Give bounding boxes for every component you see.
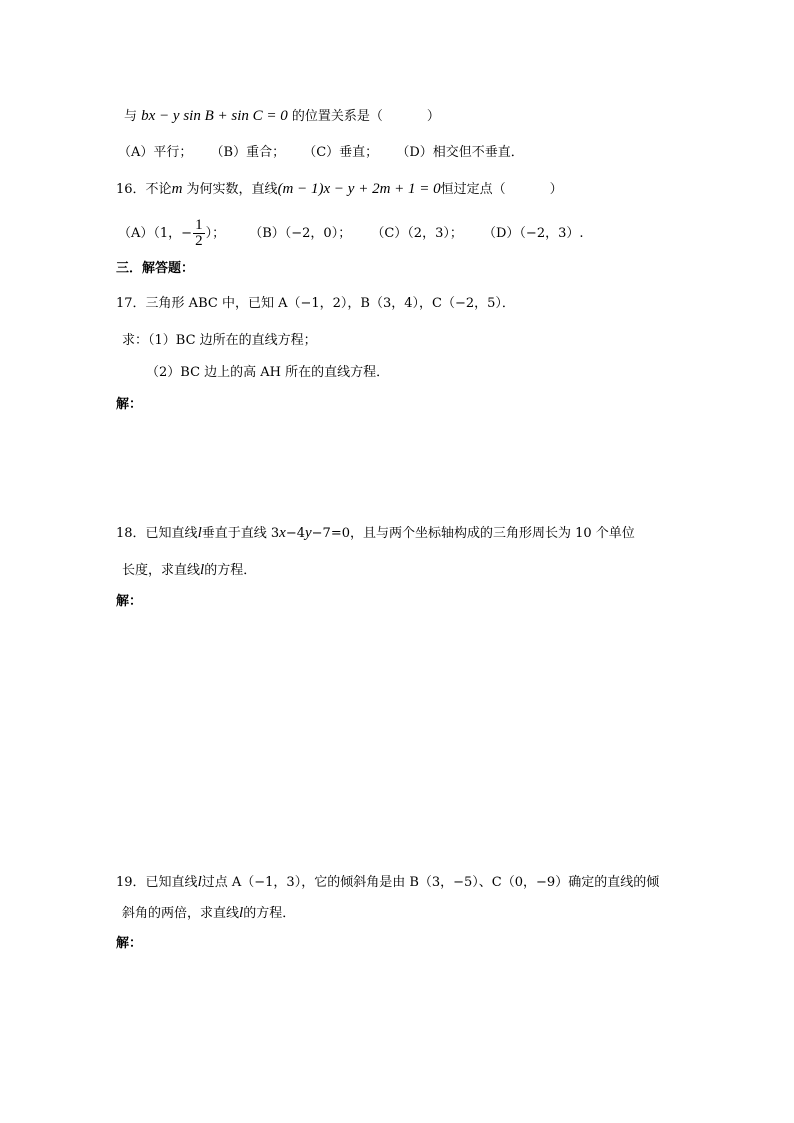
q17-answer-label: 解： <box>116 397 143 412</box>
q17-ask-1: 求：（1）BC 边所在的直线方程； <box>122 333 317 348</box>
q16-close: ） <box>549 182 563 197</box>
q19-text-a: 已知直线 <box>145 875 198 890</box>
q19-text-b: 过点 A（−1，3），它的倾斜角是由 B（3，−5）、C（0，−9）确定的直线的倾 <box>201 875 660 890</box>
q16-text-c: 恒过定点（ <box>440 182 506 197</box>
q18-text-d: −7=0，且与两个坐标轴构成的三角形周长为 10 个单位 <box>311 526 635 541</box>
q16-fraction-num: 1 <box>195 217 203 233</box>
q15-close: ） <box>426 109 440 124</box>
q15-options <box>118 143 524 163</box>
q19-var-l-2: l <box>239 905 244 921</box>
q18-line2-a: 长度，求直线 <box>122 563 201 578</box>
q18-var-y: y <box>304 525 312 541</box>
q19-stem <box>116 872 659 893</box>
q19-number: 19． <box>116 875 146 890</box>
q15-option-b: （B）重合； <box>210 145 286 160</box>
q18-text-b: 垂直于直线 3 <box>201 526 280 541</box>
q15-equation: bx − y sin B + sin C = 0 <box>141 108 288 124</box>
q18-var-l: l <box>197 525 202 541</box>
q18-line2-b: 的方程． <box>204 563 257 578</box>
q16-option-a-pre: （A）（1，− <box>118 226 193 241</box>
q19-line2-b: 的方程． <box>243 906 296 921</box>
q16-var-m: m <box>171 181 183 197</box>
q15-prefix: 与 <box>124 109 138 124</box>
q15-option-d: （D）相交但不垂直． <box>396 145 524 160</box>
q19-answer-label: 解： <box>116 936 143 951</box>
q16-option-a-post: ）； <box>205 226 226 241</box>
q18-answer-label: 解： <box>116 594 143 609</box>
q16-option-b: （B）（−2，0）； <box>249 226 352 241</box>
q16-number: 16． <box>116 182 146 197</box>
q16-fraction <box>193 218 205 249</box>
q17-stem <box>116 294 515 314</box>
q18-line-2 <box>122 560 256 581</box>
q15-suffix: 的位置关系是（ <box>291 109 383 124</box>
q18-stem <box>116 523 635 544</box>
q17-ask-2: （2）BC 边上的高 AH 所在的直线方程． <box>146 365 390 380</box>
q16-text-a: 不论 <box>145 182 172 197</box>
q19-line-2 <box>122 903 295 924</box>
q19-var-l: l <box>197 874 202 890</box>
q16-options <box>118 218 584 249</box>
q18-var-l-2: l <box>200 562 205 578</box>
q16-stem <box>116 179 563 200</box>
q16-option-c: （C）（2，3）； <box>371 226 463 241</box>
q17-number: 17． <box>116 296 146 311</box>
q19-line2-a: 斜角的两倍，求直线 <box>122 906 240 921</box>
q17-text: 三角形 ABC 中，已知 A（−1，2），B（3，4），C（−2，5）． <box>145 296 515 311</box>
q18-text-c: −4 <box>285 526 305 541</box>
q16-option-d: （D）（−2，3）. <box>483 226 584 241</box>
q15-option-c: （C）垂直； <box>303 145 379 160</box>
q18-text-a: 已知直线 <box>145 526 198 541</box>
q16-equation: (m − 1)x − y + 2m + 1 = 0 <box>277 181 441 197</box>
q16-fraction-den: 2 <box>195 233 203 249</box>
q16-text-b: 为何实数，直线 <box>186 182 278 197</box>
q18-number: 18． <box>116 526 146 541</box>
q15-option-a: （A）平行； <box>118 145 193 160</box>
section-heading: 三．解答题： <box>116 261 195 276</box>
q15-line <box>124 106 440 127</box>
q18-var-x: x <box>279 525 286 541</box>
